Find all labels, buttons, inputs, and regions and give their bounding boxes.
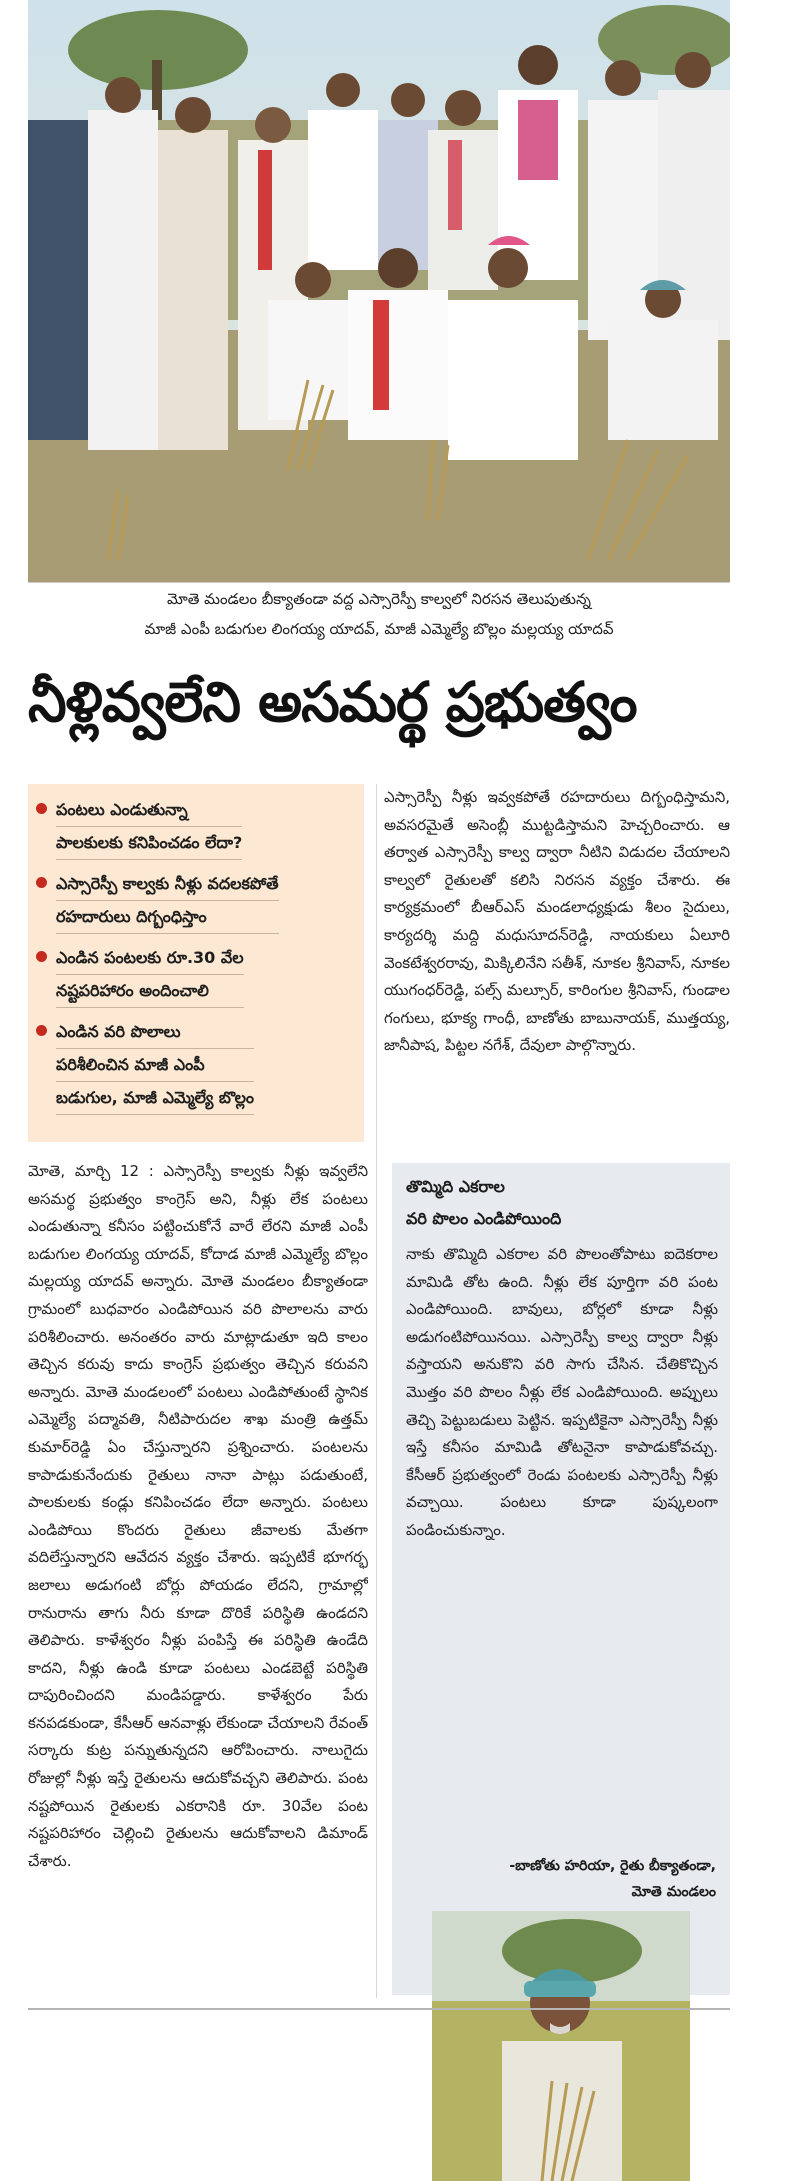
sidebar-text: నాకు తొమ్మిది ఎకరాల వరి పొలంతోపాటు ఐదెకరాల మామిడి తోట ఉంది. నీళ్లు లేక పూర్తిగా వరి పంట ఎండిపోయింది. బావులు, బోర్లలో కూడా నీళ్లు అడుగంటిపోయినయి. ఎస్సారెస్పీ కాల్వ ద్వారా నీళ్లు వస్తాయని అనుకొని వరి సాగు చేసిన. చేతికొచ్చిన మొత్తం వరి పొలం నీళ్లు లేక ఎండిపోయింది. అప్పులు తెచ్చి పెట్టుబడులు పెట్టిన. ఇప్పటికైనా ఎస్సారెస్పీ నీళ్లు ఇస్తే కనీసం మామిడి తోటనైనా కాపాడుకోవచ్చు. కేసీఆర్ ప్రభుత్వంలో రెండు పంటలకు ఎస్సారెస్పీ నీళ్లు వచ్చాయి. పంటలు కూడా పుష్కలంగా పండించుకున్నాం. bbox=[406, 1245, 718, 1539]
highlight-line: బడుగుల, మాజీ ఎమ్మెల్యే బొల్లం bbox=[56, 1082, 254, 1115]
highlight-line: రహదారులు దిగ్బంధిస్తాం bbox=[56, 901, 279, 934]
caption-line-1: మోతె మండలం బీక్యాతండా వద్ద ఎస్సారెస్పీ కాల్వలో నిరసన తెలుపుతున్న bbox=[167, 590, 591, 608]
bullet-icon bbox=[36, 877, 47, 888]
photo-caption bbox=[28, 584, 730, 646]
highlight-item bbox=[36, 794, 356, 860]
headline: నీళ్లివ్వలేని అసమర్థ ప్రభుత్వం bbox=[28, 670, 637, 734]
highlight-line: ఎండిన వరి పొలాలు bbox=[56, 1016, 254, 1049]
farmer-photo bbox=[432, 1911, 690, 2181]
highlight-item bbox=[36, 1016, 356, 1115]
sidebar-heading-line: తొమ్మిది ఎకరాల bbox=[406, 1177, 505, 1196]
highlight-line: ఎండిన పంటలకు రూ.30 వేల bbox=[56, 942, 244, 975]
bullet-icon bbox=[36, 951, 47, 962]
bullet-icon bbox=[36, 1025, 47, 1036]
signature-line: మోతె మండలం bbox=[631, 1884, 716, 1900]
protest-photo-illustration bbox=[28, 0, 730, 582]
article-body bbox=[28, 1158, 368, 1998]
caption-line-2: మాజీ ఎంపీ బడుగుల లింగయ్య యాదవ్, మాజీ ఎమ్మెల్యే బొల్లం మల్లయ్య యాదవ్ bbox=[144, 620, 614, 638]
continuation-paragraph: ఎస్సారెస్పీ నీళ్లు ఇవ్వకపోతే రహదారులు దిగ్బంధిస్తామని, అవసరమైతే అసెంబ్లీ ముట్టడిస్తామని హెచ్చరించారు. ఆ తర్వాత ఎస్సారెస్పీ కాల్వ ద్వారా నీటిని విడుదల చేయాలని కాల్వలో రైతులతో కలిసి నిరసన వ్యక్తం చేశారు. ఈ కార్యక్రమంలో బీఆర్ఎస్ మండలాధ్యక్షుడు శీలం సైదులు, కార్యదర్శి మద్ది మధుసూదన్‌రెడ్డి, నాయకులు ఏలూరి వెంకటేశ్వరరావు, మిక్కిలినేని సతీశ్, నూకల శ్రీనివాస్, నూకల యుగంధర్‌రెడ్డి, పల్స్ మల్సూర్, కారింగుల శ్రీనివాస్, గుండాల గంగులు, భూక్య గాంధీ, బాణోతు బాబునాయక్, ముత్తయ్య, జానీపాష, పిట్టల నగేశ్, దేవులా పాల్గొన్నారు. bbox=[384, 788, 730, 1055]
top-news-photo bbox=[28, 0, 730, 583]
farmer-photo-illustration bbox=[432, 1911, 690, 2181]
sidebar-signature bbox=[509, 1853, 716, 1905]
sidebar-heading bbox=[406, 1171, 716, 1235]
sidebar-heading-line: వరి పొలం ఎండిపోయింది bbox=[406, 1209, 562, 1228]
highlights-box bbox=[28, 784, 364, 1142]
highlight-line: పంటలు ఎండుతున్నా bbox=[56, 794, 242, 827]
highlight-item bbox=[36, 868, 356, 934]
farmer-quote-sidebar bbox=[392, 1163, 730, 1995]
signature-line: -బాణోతు హరియా, రైతు బీక్యాతండా, bbox=[509, 1858, 716, 1874]
highlight-line: పరిశీలించిన మాజీ ఎంపీ bbox=[56, 1049, 254, 1082]
bullet-icon bbox=[36, 803, 47, 814]
article-continuation bbox=[384, 784, 730, 1124]
highlight-line: నష్టపరిహారం అందించాలి bbox=[56, 975, 244, 1008]
highlight-line: ఎస్సారెస్పీ కాల్వకు నీళ్లు వదలకపోతే bbox=[56, 868, 279, 901]
highlight-line: పాలకులకు కనిపించడం లేదా? bbox=[56, 827, 242, 860]
bottom-rule bbox=[28, 2008, 730, 2010]
column-divider bbox=[376, 784, 377, 1998]
highlight-item bbox=[36, 942, 356, 1008]
body-paragraph: మోతె, మార్చి 12 : ఎస్సారెస్పీ కాల్వకు నీళ్లు ఇవ్వలేని అసమర్థ ప్రభుత్వం కాంగ్రెస్ అని, నీళ్లు లేక పంటలు ఎండుతున్నా కనీసం పట్టించుకోనే వారే లేరని మాజీ ఎంపీ బడుగుల లింగయ్య యాదవ్, కోదాడ మాజీ ఎమ్మెల్యే బొల్లం మల్లయ్య యాదవ్ అన్నారు. మోతె మండలం బీక్యాతండా గ్రామంలో బుధవారం ఎండిపోయిన వరి పొలాలను వారు పరిశీలించారు. అనంతరం వారు మాట్లాడుతూ ఇది కాలం తెచ్చిన కరువు కాదు కాంగ్రెస్ ప్రభుత్వం తెచ్చిన కరువని అన్నారు. మోతె మండలంలో పంటలు ఎండిపోతుంటే స్థానిక ఎమ్మెల్యే పద్మావతి, నీటిపారుదల శాఖ మంత్రి ఉత్తమ్ కుమార్‌రెడ్డి ఏం చేస్తున్నారని ప్రశ్నించారు. పంటలను కాపాడుకునేందుకు రైతులు నానా పాట్లు పడుతుంటే, పాలకులకు కండ్లు కనిపించడం లేదా అన్నారు. పంటలు ఎండిపోయి కొందరు రైతులు జీవాలకు మేతగా వదిలేస్తున్నారని ఆవేదన వ్యక్తం చేశారు. ఇప్పటికే భూగర్భ జలాలు అడుగంటి బోర్లు పోయడం లేదని, గ్రామాల్లో రానురాను తాగు నీరు కూడా దొరికే పరిస్థితి ఉండదని తెలిపారు. కాళేశ్వరం నీళ్లు పంపిస్తే ఈ పరిస్థితి ఉండేది కాదని, నీళ్లు ఉండి కూడా పంటలు ఎండబెట్టే పరిస్థితి దాపురించిందని మండిపడ్డారు. కాళేశ్వరం పేరు కనపడకుండా, కేసీఆర్ ఆనవాళ్లు లేకుండా చేయాలని రేవంత్ సర్కారు కుట్ర పన్నుతున్నదని ఆరోపించారు. నాలుగైదు రోజుల్లో నీళ్లు ఇస్తే రైతులను ఆదుకోవచ్చని తెలిపారు. పంట నష్టపోయిన రైతులకు ఎకరానికి రూ. 30వేల పంట నష్టపరిహారం చెల్లించి రైతులను ఆదుకోవాలని డిమాండ్ చేశారు. bbox=[28, 1162, 368, 1870]
